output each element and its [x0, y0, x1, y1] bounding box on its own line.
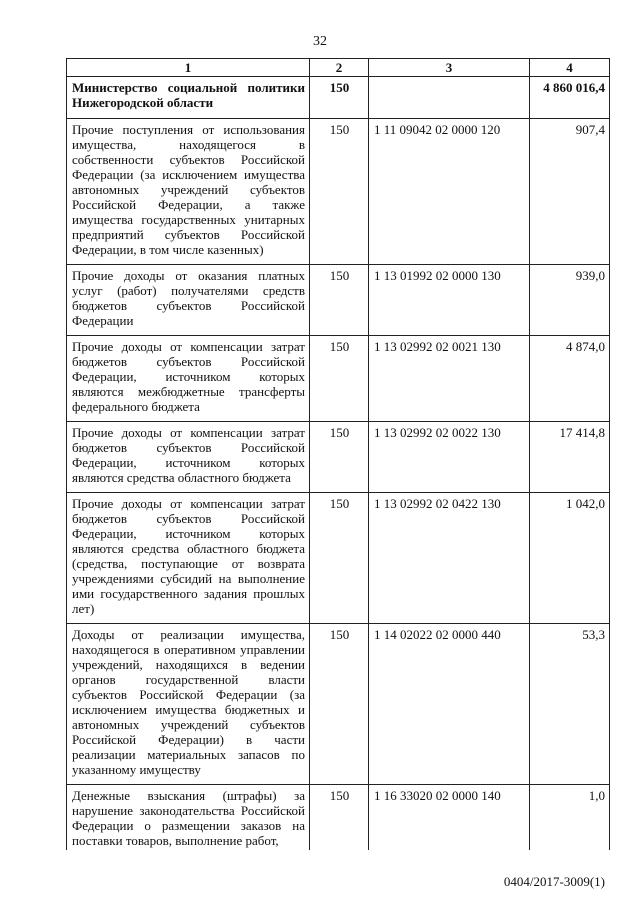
table-row	[67, 77, 610, 119]
row-amount: 17 414,8	[530, 422, 610, 493]
budget-revenue-table	[66, 58, 610, 850]
row-name: Денежные взыскания (штрафы) за нарушение законодательства Российской Федерации о размещении заказов на поставки товаров, выполнение работ,	[67, 785, 310, 851]
row-revenue-code: 1 14 02022 02 0000 440	[369, 624, 530, 785]
row-amount: 4 860 016,4	[530, 77, 610, 119]
row-amount: 1,0	[530, 785, 610, 851]
row-revenue-code: 1 13 01992 02 0000 130	[369, 265, 530, 336]
table-row	[67, 785, 610, 851]
table-row	[67, 493, 610, 624]
column-header-3: 3	[369, 59, 530, 77]
column-header-4: 4	[530, 59, 610, 77]
row-name: Доходы от реализации имущества, находящегося в оперативном управлении учреждений, находящихся в ведении органов государственной власти субъектов Российской Федерации (за исключением имущества бюджетных и автономных учреждений субъектов Российской Федерации) в части реализации материальных запасов по указанному имуществу	[67, 624, 310, 785]
table-row	[67, 265, 610, 336]
row-revenue-code: 1 13 02992 02 0021 130	[369, 336, 530, 422]
page-number: 32	[313, 34, 327, 49]
row-amount: 907,4	[530, 119, 610, 265]
table-row	[67, 624, 610, 785]
row-revenue-code: 1 13 02992 02 0022 130	[369, 422, 530, 493]
row-revenue-code: 1 13 02992 02 0422 130	[369, 493, 530, 624]
table-row	[67, 336, 610, 422]
table-row	[67, 422, 610, 493]
row-admin-code: 150	[310, 77, 369, 119]
row-admin-code: 150	[310, 265, 369, 336]
row-revenue-code: 1 16 33020 02 0000 140	[369, 785, 530, 851]
row-revenue-code: 1 11 09042 02 0000 120	[369, 119, 530, 265]
row-amount: 1 042,0	[530, 493, 610, 624]
row-admin-code: 150	[310, 422, 369, 493]
row-admin-code: 150	[310, 336, 369, 422]
row-admin-code: 150	[310, 624, 369, 785]
row-name: Прочие доходы от оказания платных услуг (работ) получателями средств бюджетов субъектов Российской Федерации	[67, 265, 310, 336]
column-header-1: 1	[67, 59, 310, 77]
row-name: Прочие доходы от компенсации затрат бюджетов субъектов Российской Федерации, источником которых являются средства областного бюджета (средства, поступающие от возврата учреждениями субсидий на выполнение ими государственного задания прошлых лет)	[67, 493, 310, 624]
row-name: Прочие доходы от компенсации затрат бюджетов субъектов Российской Федерации, источником которых являются средства областного бюджета	[67, 422, 310, 493]
row-admin-code: 150	[310, 493, 369, 624]
document-id: 0404/2017-3009(1)	[503, 874, 605, 889]
row-admin-code: 150	[310, 785, 369, 851]
table-row	[67, 119, 610, 265]
table-header-row	[67, 59, 610, 77]
row-name: Прочие поступления от использования имущества, находящегося в собственности субъектов Российской Федерации (за исключением имущества автономных учреждений субъектов Российской Федерации, а также имущества государственных унитарных предприятий субъектов Российской Федерации, в том числе казенных)	[67, 119, 310, 265]
row-amount: 4 874,0	[530, 336, 610, 422]
row-admin-code: 150	[310, 119, 369, 265]
row-amount: 53,3	[530, 624, 610, 785]
row-name: Прочие доходы от компенсации затрат бюджетов субъектов Российской Федерации, источником которых являются межбюджетные трансферты федерального бюджета	[67, 336, 310, 422]
row-amount: 939,0	[530, 265, 610, 336]
row-revenue-code	[369, 77, 530, 119]
row-name: Министерство социальной политики Нижегородской области	[67, 77, 310, 119]
column-header-2: 2	[310, 59, 369, 77]
